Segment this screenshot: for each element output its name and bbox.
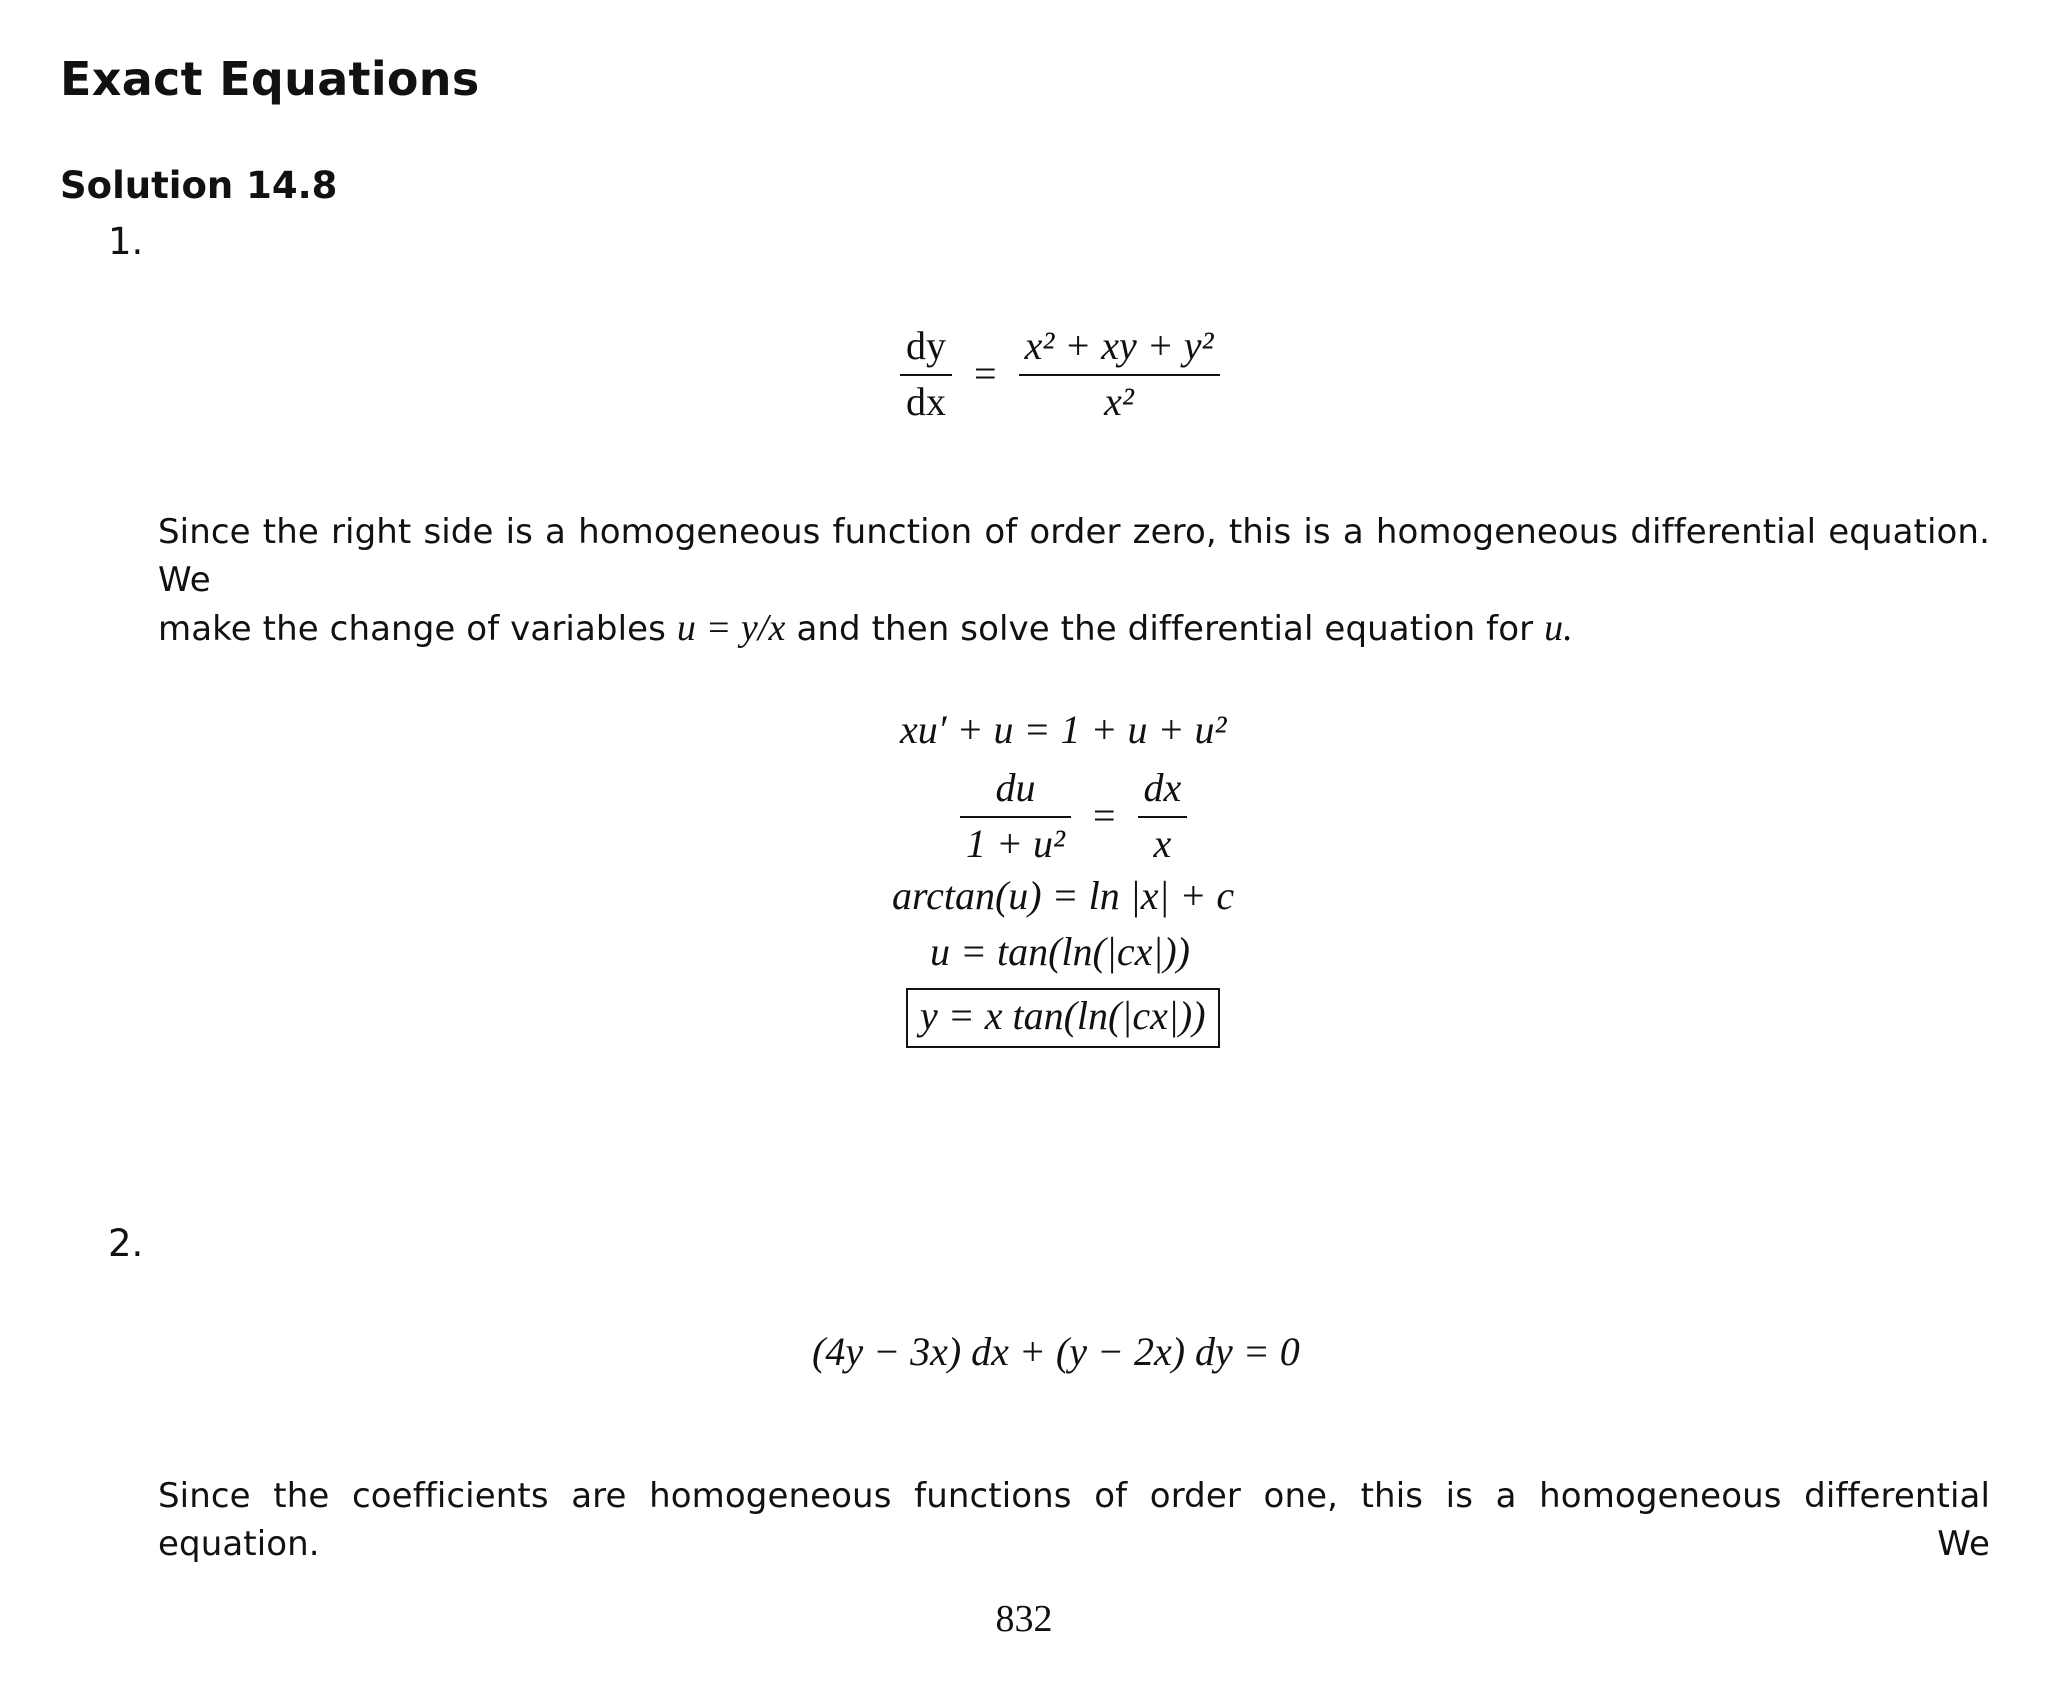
item-number-2: 2. [108, 1222, 144, 1265]
derivation-step-4: u = tan(ln(|cx|)) [930, 929, 1190, 974]
derivation-step-1: xu′ + u = 1 + u + u² [900, 707, 1227, 752]
section-title: Exact Equations [60, 52, 480, 106]
item-number-1: 1. [108, 220, 144, 263]
inline-math: u = y/x [676, 607, 786, 649]
fraction-numerator: x² + xy + y² [1024, 323, 1214, 368]
equals-sign: = [974, 351, 997, 396]
equals-sign: = [1092, 793, 1116, 838]
paragraph-text: make the change of variables [158, 609, 666, 649]
fraction-denominator: x² [1104, 379, 1134, 424]
fraction-numerator: dy [906, 323, 946, 368]
paragraph-text: and then solve the differential equation for [796, 609, 1534, 649]
paragraph-line [158, 604, 1990, 653]
solution-title: Solution 14.8 [60, 164, 338, 207]
fraction-rhs [1019, 323, 1220, 424]
fraction-denominator: x [1153, 821, 1172, 866]
boxed-result: y = x tan(ln(|cx|)) [906, 988, 1220, 1048]
fraction-numerator: dx [1143, 765, 1182, 810]
equation-1 [900, 323, 1220, 424]
fraction-dx [1138, 765, 1188, 866]
derivation-step-2 [960, 765, 1187, 866]
fraction-numerator: du [995, 765, 1036, 810]
fraction-denominator: dx [906, 379, 946, 424]
inline-math: u. [1544, 607, 1573, 649]
paragraph-line: Since the coefficients are homogeneous functions of order one, this is a homogeneous differential equation. We [158, 1476, 1990, 1564]
paragraph-1 [158, 508, 1990, 653]
paragraph-line: Since the right side is a homogeneous function of order zero, this is a homogeneous differential equation. We [158, 512, 1990, 600]
fraction-du [960, 765, 1071, 866]
equation-2: (4y − 3x) dx + (y − 2x) dy = 0 [812, 1329, 1300, 1374]
fraction-denominator: 1 + u² [966, 821, 1065, 866]
page-number: 832 [995, 1598, 1053, 1640]
fraction-dy-dx [900, 323, 952, 424]
derivation-step-3: arctan(u) = ln |x| + c [892, 873, 1235, 918]
paragraph-2 [158, 1472, 1990, 1568]
